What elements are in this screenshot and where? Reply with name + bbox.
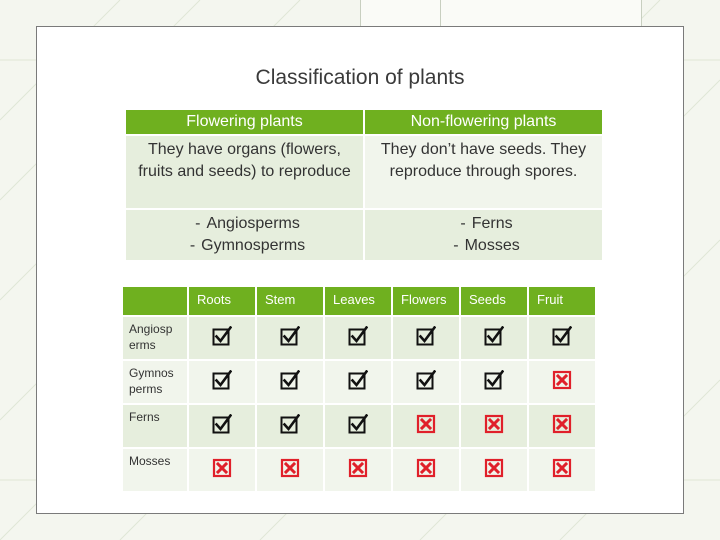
checked-box-icon (416, 377, 436, 394)
checked-box-icon (348, 333, 368, 350)
table-cell-roots (189, 405, 255, 447)
table-cell-leaves (325, 405, 391, 447)
row-label: Angiosp erms (123, 317, 187, 359)
plant-parts-table (121, 285, 597, 493)
table-cell-leaves (325, 361, 391, 403)
row-label: Gymnos perms (123, 361, 187, 403)
column-header-seeds: Seeds (461, 287, 527, 315)
table-cell-roots (189, 449, 255, 491)
example-item: - Ferns (460, 215, 513, 232)
non-flowering-examples (365, 210, 602, 260)
crossed-box-icon (280, 465, 300, 482)
flowering-plants-header: Flowering plants (126, 110, 363, 134)
non-flowering-description: They don’t have seeds. They reproduce through spores. (365, 136, 602, 208)
table-row (123, 449, 595, 491)
crossed-box-icon (552, 421, 572, 438)
table-row (123, 405, 595, 447)
crossed-box-icon (484, 465, 504, 482)
crossed-box-icon (416, 465, 436, 482)
table-cell-flowers (393, 405, 459, 447)
table-cell-seeds (461, 361, 527, 403)
checked-box-icon (280, 333, 300, 350)
checked-box-icon (484, 377, 504, 394)
crossed-box-icon (212, 465, 232, 482)
slide-title: Classification of plants (255, 66, 465, 89)
column-header-flowers: Flowers (393, 287, 459, 315)
flowering-examples (126, 210, 363, 260)
checked-box-icon (484, 333, 504, 350)
flowering-description: They have organs (flowers, fruits and seeds) to reproduce (126, 136, 363, 208)
non-flowering-plants-header: Non-flowering plants (365, 110, 602, 134)
checked-box-icon (348, 377, 368, 394)
checked-box-icon (348, 421, 368, 438)
row-label: Ferns (123, 405, 187, 447)
table-cell-roots (189, 361, 255, 403)
table-cell-flowers (393, 449, 459, 491)
checked-box-icon (212, 333, 232, 350)
table-cell-seeds (461, 449, 527, 491)
table-cell-stem (257, 405, 323, 447)
corner-header (123, 287, 187, 315)
crossed-box-icon (348, 465, 368, 482)
table-cell-flowers (393, 317, 459, 359)
table-cell-stem (257, 317, 323, 359)
table-cell-fruit (529, 449, 595, 491)
column-header-fruit: Fruit (529, 287, 595, 315)
crossed-box-icon (552, 465, 572, 482)
table-cell-stem (257, 361, 323, 403)
checked-box-icon (280, 421, 300, 438)
column-header-stem: Stem (257, 287, 323, 315)
example-item: - Mosses (453, 237, 520, 254)
table-row (123, 361, 595, 403)
row-label: Mosses (123, 449, 187, 491)
plant-groups-table (124, 108, 604, 262)
table-cell-seeds (461, 317, 527, 359)
table-cell-leaves (325, 317, 391, 359)
example-item: - Angiosperms (195, 215, 300, 232)
table-cell-leaves (325, 449, 391, 491)
crossed-box-icon (416, 421, 436, 438)
checked-box-icon (212, 377, 232, 394)
crossed-box-icon (484, 421, 504, 438)
example-item: - Gymnosperms (189, 237, 306, 254)
checked-box-icon (416, 333, 436, 350)
table-cell-seeds (461, 405, 527, 447)
checked-box-icon (280, 377, 300, 394)
table-cell-stem (257, 449, 323, 491)
checked-box-icon (552, 333, 572, 350)
checked-box-icon (212, 421, 232, 438)
crossed-box-icon (552, 377, 572, 394)
column-header-leaves: Leaves (325, 287, 391, 315)
table-cell-flowers (393, 361, 459, 403)
table-cell-fruit (529, 317, 595, 359)
table-cell-fruit (529, 405, 595, 447)
table-row (123, 317, 595, 359)
table-cell-roots (189, 317, 255, 359)
table-cell-fruit (529, 361, 595, 403)
column-header-roots: Roots (189, 287, 255, 315)
